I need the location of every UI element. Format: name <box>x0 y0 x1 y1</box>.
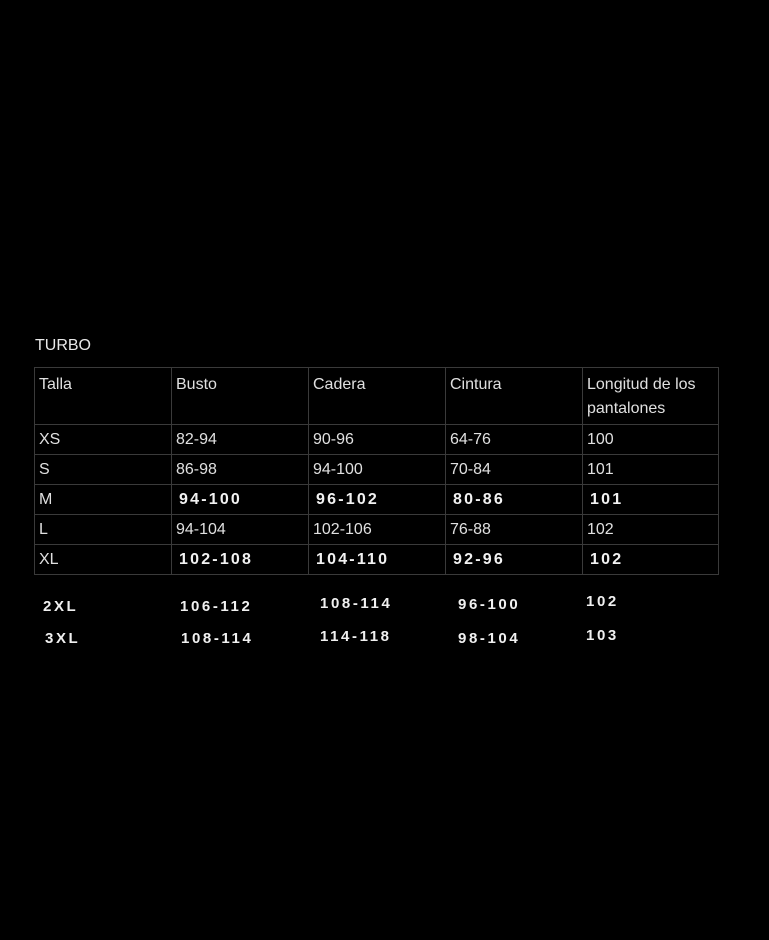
table-title: TURBO <box>35 337 91 354</box>
extra-cell-cadera: 108-114 <box>320 595 393 612</box>
header-cintura: Cintura <box>446 368 583 425</box>
cell-size: S <box>35 455 172 485</box>
cell-size: XL <box>35 545 172 575</box>
header-cadera: Cadera <box>309 368 446 425</box>
header-talla: Talla <box>35 368 172 425</box>
cell-size: XS <box>35 425 172 455</box>
cell-busto: 94-100 <box>172 485 309 515</box>
cell-cadera: 96-102 <box>309 485 446 515</box>
cell-busto: 86-98 <box>172 455 309 485</box>
cell-cintura: 76-88 <box>446 515 583 545</box>
header-longitud: Longitud de los pantalones <box>583 368 719 425</box>
cell-longitud: 102 <box>583 515 719 545</box>
table-row <box>35 545 719 575</box>
cell-cadera: 90-96 <box>309 425 446 455</box>
cell-busto: 94-104 <box>172 515 309 545</box>
extra-cell-cintura: 96-100 <box>458 596 521 613</box>
table-row <box>35 425 719 455</box>
cell-busto: 82-94 <box>172 425 309 455</box>
extra-cell-size: 3XL <box>45 630 81 647</box>
extra-cell-longitud: 102 <box>586 593 619 610</box>
cell-longitud: 100 <box>583 425 719 455</box>
table-row <box>35 455 719 485</box>
extra-cell-busto: 106-112 <box>180 598 253 615</box>
cell-size: M <box>35 485 172 515</box>
extra-cell-longitud: 103 <box>586 627 619 644</box>
cell-cadera: 102-106 <box>309 515 446 545</box>
cell-cadera: 104-110 <box>309 545 446 575</box>
table-header-row <box>35 368 719 425</box>
cell-size: L <box>35 515 172 545</box>
table-row <box>35 485 719 515</box>
extra-cell-size: 2XL <box>43 598 79 615</box>
extra-cell-busto: 108-114 <box>181 630 254 647</box>
extra-cell-cadera: 114-118 <box>320 628 392 645</box>
cell-cintura: 80-86 <box>446 485 583 515</box>
header-busto: Busto <box>172 368 309 425</box>
cell-cintura: 92-96 <box>446 545 583 575</box>
extra-cell-cintura: 98-104 <box>458 630 521 647</box>
cell-cintura: 70-84 <box>446 455 583 485</box>
cell-busto: 102-108 <box>172 545 309 575</box>
cell-longitud: 102 <box>583 545 719 575</box>
size-table <box>34 367 719 575</box>
cell-longitud: 101 <box>583 455 719 485</box>
cell-cintura: 64-76 <box>446 425 583 455</box>
table-row <box>35 515 719 545</box>
cell-longitud: 101 <box>583 485 719 515</box>
cell-cadera: 94-100 <box>309 455 446 485</box>
